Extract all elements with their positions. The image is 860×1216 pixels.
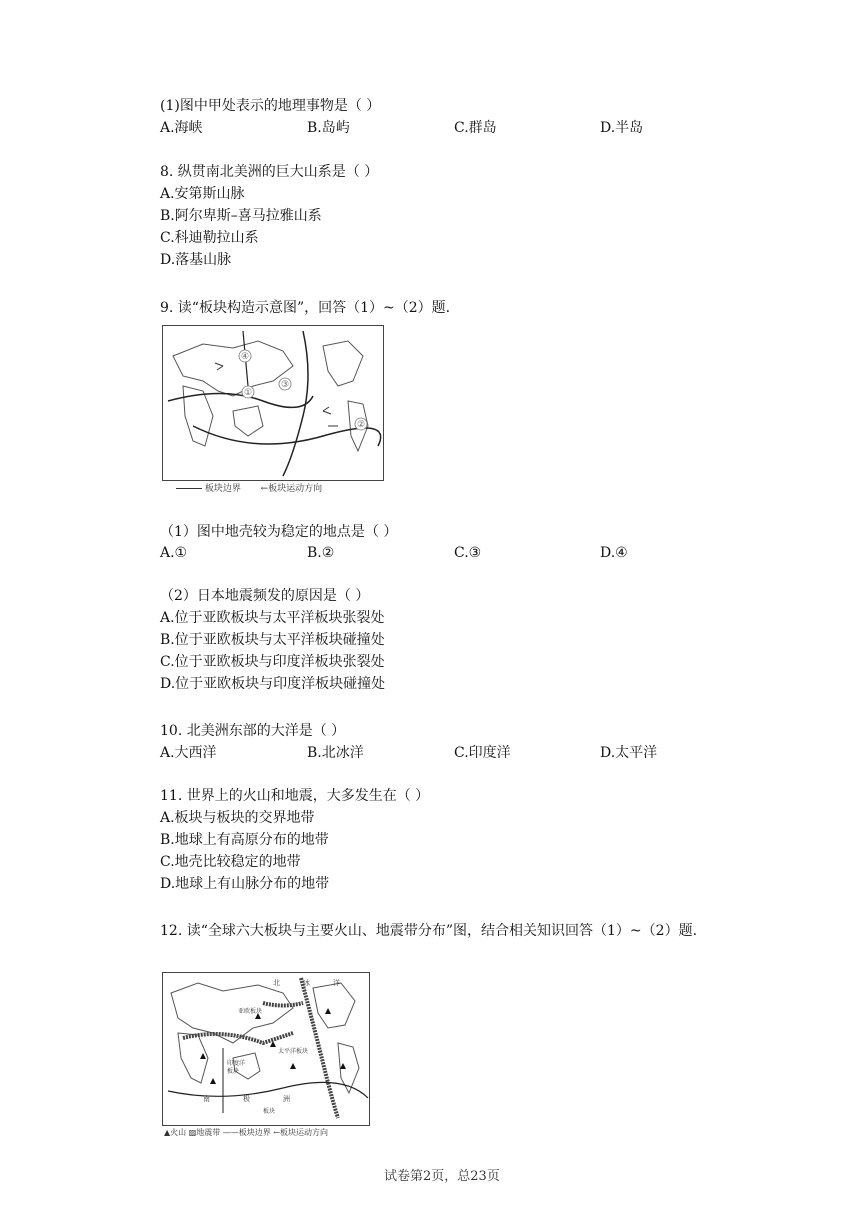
q9-stem: 9. 读“板块构造示意图”，回答（1）~（2）题. — [160, 300, 451, 316]
map-label-4: ④ — [240, 352, 250, 362]
legend-boundary: 板块边界 — [204, 484, 241, 494]
q9-sub1-option-c: C.③ — [454, 545, 482, 561]
label-indian-plate-2: 板块 — [227, 1068, 240, 1075]
label-antarctic-3: 洲 — [283, 1095, 290, 1103]
map-label-2: ② — [356, 420, 366, 430]
label-arctic-1: 北 — [273, 979, 280, 987]
q8-option-d: D.落基山脉 — [160, 252, 232, 268]
q7-option-b: B.岛屿 — [307, 120, 350, 136]
label-indian-plate-1: 印度洋 — [227, 1060, 246, 1067]
plate-tectonics-map-drawing — [163, 326, 383, 480]
q10-stem: 10. 北美洲东部的大洋是（ ） — [160, 723, 346, 739]
q10-option-d: D.太平洋 — [600, 745, 658, 761]
q12-stem: 12. 读“全球六大板块与主要火山、地震带分布”图，结合相关知识回答（1）~（2）题. — [160, 923, 698, 939]
q8-option-a: A.安第斯山脉 — [160, 186, 245, 202]
q10-option-c: C.印度洋 — [454, 745, 511, 761]
six-plates-map — [162, 972, 370, 1126]
label-arctic-2: 冰 — [303, 979, 310, 987]
map-label-3: ③ — [280, 380, 290, 390]
q11-option-a: A.板块与板块的交界地带 — [160, 810, 315, 826]
q10-option-b: B.北冰洋 — [307, 745, 364, 761]
plate-tectonics-map — [162, 325, 384, 481]
legend-direction: ←板块运动方向 — [260, 484, 323, 494]
label-antarctic-1: 南 — [203, 1095, 210, 1103]
q7-option-d: D.半岛 — [600, 120, 644, 136]
label-antarctic-4: 板块 — [263, 1108, 276, 1115]
q9-sub1-option-b: B.② — [307, 545, 335, 561]
q9-sub2: （2）日本地震频发的原因是（ ） — [160, 588, 370, 604]
q7-option-c: C.群岛 — [454, 120, 497, 136]
q8-option-b: B.阿尔卑斯–喜马拉雅山系 — [160, 208, 322, 224]
q9-sub2-option-c: C.位于亚欧板块与印度洋板块张裂处 — [160, 654, 385, 670]
q9-sub1-option-a: A.① — [160, 545, 188, 561]
map-legend — [176, 481, 322, 494]
six-plates-map-drawing — [163, 973, 369, 1125]
q9-sub2-option-a: A.位于亚欧板块与太平洋板块张裂处 — [160, 610, 385, 626]
q7-sub1: (1)图中甲处表示的地理事物是（ ） — [160, 98, 381, 114]
q9-sub1: （1）图中地壳较为稳定的地点是（ ） — [160, 524, 398, 540]
label-arctic-3: 洋 — [333, 979, 340, 987]
q11-stem: 11. 世界上的火山和地震，大多发生在（ ） — [160, 788, 430, 804]
q10-option-a: A.大西洋 — [160, 745, 217, 761]
q9-sub2-option-d: D.位于亚欧板块与印度洋板块碰撞处 — [160, 676, 386, 692]
q9-sub1-option-d: D.④ — [600, 545, 628, 561]
q8-option-c: C.科迪勒拉山系 — [160, 230, 259, 246]
q8-stem: 8. 纵贯南北美洲的巨大山系是（ ） — [160, 164, 379, 180]
label-eurasian-plate: 亚欧板块 — [238, 1008, 263, 1015]
q9-sub2-option-b: B.位于亚欧板块与太平洋板块碰撞处 — [160, 632, 385, 648]
label-antarctic-2: 极 — [243, 1095, 250, 1103]
q11-option-c: C.地壳比较稳定的地带 — [160, 854, 301, 870]
q7-option-a: A.海峡 — [160, 120, 203, 136]
q11-option-b: B.地球上有高原分布的地带 — [160, 832, 329, 848]
map-label-1: ① — [243, 388, 253, 398]
label-pacific-plate: 太平洋板块 — [278, 1048, 309, 1055]
page-footer: 试卷第2页，总23页 — [384, 1169, 500, 1184]
six-plates-map-legend: ▲火山 ▨地震带 ——板块边界 ←板块运动方向 — [164, 1128, 329, 1137]
q11-option-d: D.地球上有山脉分布的地带 — [160, 876, 330, 892]
